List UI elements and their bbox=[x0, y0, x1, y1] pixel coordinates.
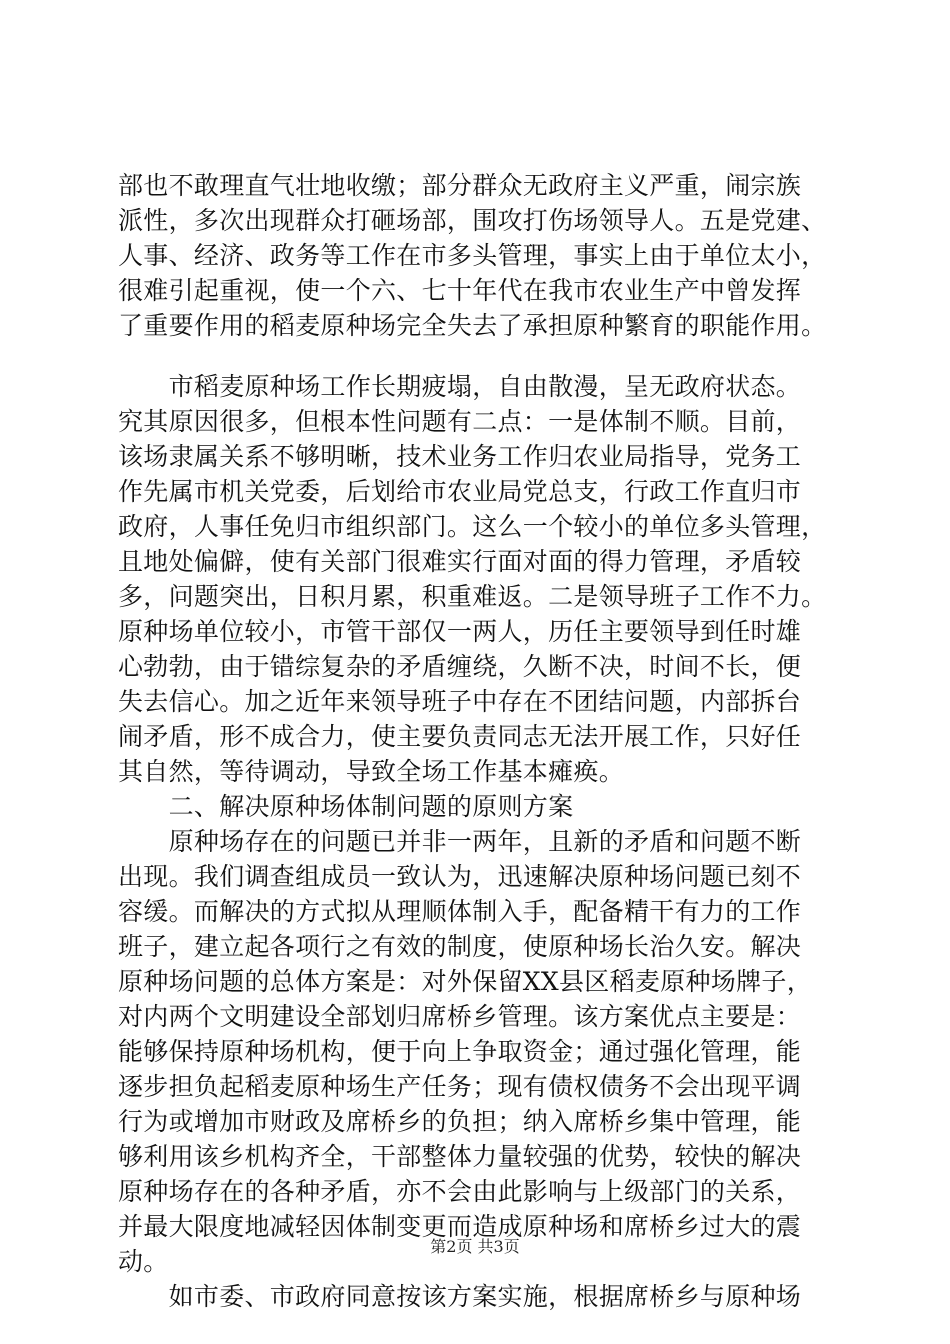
text-line: 且地处偏僻，使有关部门很难实行面对面的得力管理，矛盾较 bbox=[118, 547, 802, 576]
text-line: 班子，建立起各项行之有效的制度，使原种场长治久安。解决 bbox=[118, 932, 802, 961]
text-line: 原种场存在的问题已并非一两年，且新的矛盾和问题不断 bbox=[118, 827, 802, 856]
paragraph-gap bbox=[118, 343, 838, 369]
paragraph-3 bbox=[118, 824, 838, 1279]
text-line: 人事、经济、政务等工作在市多头管理，事实上由于单位太小， bbox=[118, 241, 827, 270]
text-line: 了重要作用的稻麦原种场完全失去了承担原种繁育的职能作用。 bbox=[118, 311, 827, 340]
text-line: 如市委、市政府同意按该方案实施，根据席桥乡与原种场 bbox=[118, 1282, 802, 1311]
text-line: 容缓。而解决的方式拟从理顺体制入手，配备精干有力的工作 bbox=[118, 897, 802, 926]
text-line: 该场隶属关系不够明晰，技术业务工作归农业局指导，党务工 bbox=[118, 442, 802, 471]
text-line: 动。 bbox=[118, 1247, 169, 1276]
text-line: 部也不敢理直气壮地收缴；部分群众无政府主义严重，闹宗族 bbox=[118, 171, 802, 200]
page-footer bbox=[0, 1236, 950, 1258]
text-line: 作先属市机关党委，后划给市农业局党总支，行政工作直归市 bbox=[118, 477, 802, 506]
text-line: 究其原因很多，但根本性问题有二点：一是体制不顺。目前， bbox=[118, 407, 802, 436]
heading-line: 二、解决原种场体制问题的原则方案 bbox=[118, 792, 574, 821]
paragraph-1 bbox=[118, 168, 838, 343]
text-line: 并最大限度地减轻因体制变更而造成原种场和席桥乡过大的震 bbox=[118, 1212, 802, 1241]
page-number: 第2页 共3页 bbox=[430, 1237, 520, 1256]
text-line: 很难引起重视，使一个六、七十年代在我市农业生产中曾发挥 bbox=[118, 276, 802, 305]
text-line: 失去信心。加之近年来领导班子中存在不团结问题，内部拆台 bbox=[118, 687, 802, 716]
section-heading bbox=[118, 789, 838, 824]
text-line: 派性，多次出现群众打砸场部，围攻打伤场领导人。五是党建、 bbox=[118, 206, 827, 235]
text-line: 够利用该乡机构齐全，干部整体力量较强的优势，较快的解决 bbox=[118, 1142, 802, 1171]
text-line: 逐步担负起稻麦原种场生产任务；现有债权债务不会出现平调 bbox=[118, 1072, 802, 1101]
text-line: 原种场问题的总体方案是：对外保留XX县区稻麦原种场牌子， bbox=[118, 967, 812, 996]
text-line: 行为或增加市财政及席桥乡的负担；纳入席桥乡集中管理，能 bbox=[118, 1107, 802, 1136]
text-line: 原种场存在的各种矛盾，亦不会由此影响与上级部门的关系， bbox=[118, 1177, 802, 1206]
text-line: 出现。我们调查组成员一致认为，迅速解决原种场问题已刻不 bbox=[118, 862, 802, 891]
text-line: 闹矛盾，形不成合力，使主要负责同志无法开展工作，只好任 bbox=[118, 722, 802, 751]
text-line: 其自然，等待调动，导致全场工作基本瘫痪。 bbox=[118, 757, 625, 786]
text-line: 对内两个文明建设全部划归席桥乡管理。该方案优点主要是： bbox=[118, 1002, 802, 1031]
text-line: 心勃勃，由于错综复杂的矛盾缠绕，久断不决，时间不长，便 bbox=[118, 652, 802, 681]
text-line: 原种场单位较小，市管干部仅一两人，历任主要领导到任时雄 bbox=[118, 617, 802, 646]
paragraph-2 bbox=[118, 369, 838, 789]
text-line: 政府，人事任免归市组织部门。这么一个较小的单位多头管理， bbox=[118, 512, 827, 541]
text-line: 市稻麦原种场工作长期疲塌，自由散漫，呈无政府状态。 bbox=[118, 372, 802, 401]
paragraph-4 bbox=[118, 1279, 838, 1314]
text-line: 多，问题突出，日积月累，积重难返。二是领导班子工作不力。 bbox=[118, 582, 827, 611]
document-body bbox=[118, 168, 838, 1314]
text-line: 能够保持原种场机构，便于向上争取资金；通过强化管理，能 bbox=[118, 1037, 802, 1066]
